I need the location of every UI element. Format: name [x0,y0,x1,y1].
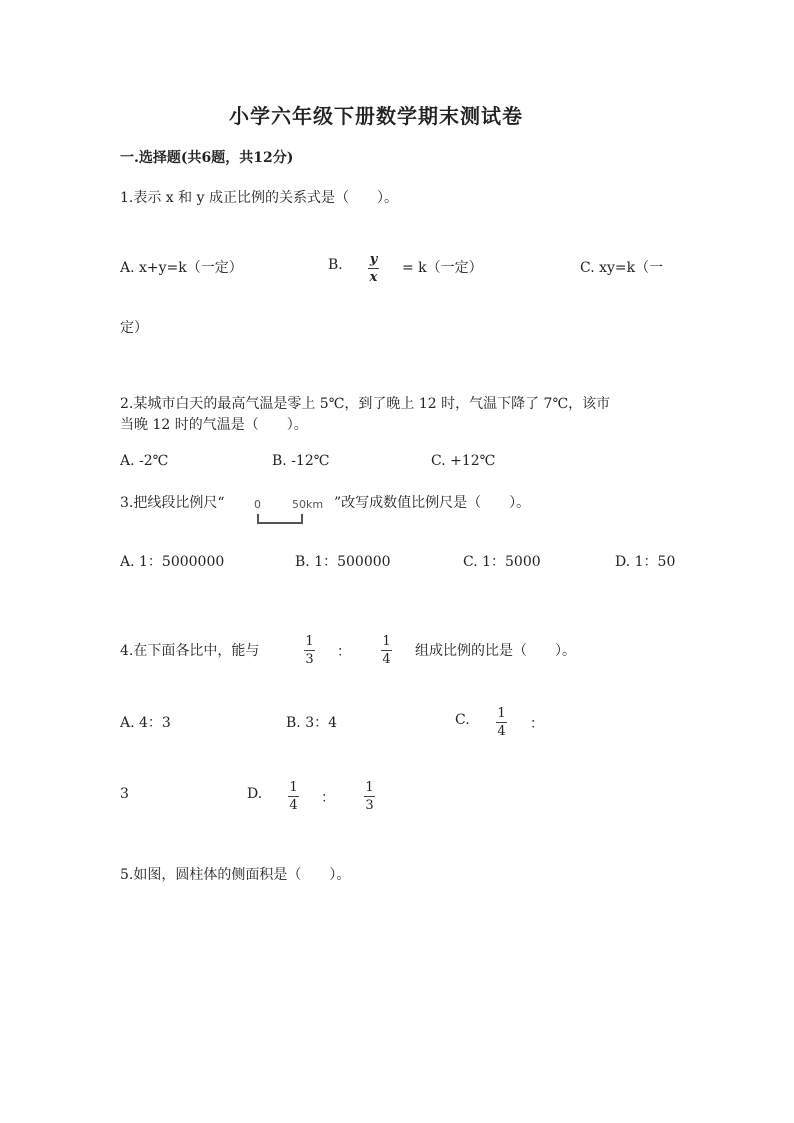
question-1-option-a: A. x+y=k（一定） [120,260,243,276]
fraction-denominator: 4 [382,652,391,667]
ratio-colon: ： [530,716,544,732]
question-4-option-c-continued: 3 [120,786,129,802]
fraction-numerator: 1 [497,706,506,721]
fraction-bar [496,722,507,723]
question-2-stem-line-2: 当晚 12 时的气温是（ ）。 [120,417,308,433]
fraction-bar [381,650,392,651]
question-4-option-d-fraction-one-fourth [288,780,299,813]
section-heading: 一.选择题(共6题，共12分) [120,150,294,166]
question-4-option-c-fraction [496,706,507,739]
fraction-bar [364,796,375,797]
question-4-stem-after: 组成比例的比是（ ）。 [415,643,576,659]
question-1-option-b-fraction [368,252,379,285]
question-1-option-c: C. xy=k（一 [580,260,664,276]
question-5-stem: 5.如图，圆柱体的侧面积是（ ）。 [120,867,351,883]
question-3-option-d: D. 1：50 [615,554,676,570]
question-4-option-b: B. 3：4 [286,715,338,731]
question-1-option-b-label: B. [328,257,343,273]
fraction-numerator: y [369,252,378,267]
scale-bar [257,514,303,524]
question-1-option-b-rest: = k（一定） [402,260,483,276]
fraction-numerator: 1 [365,780,374,795]
question-4-option-c-label: C. [455,712,470,728]
fraction-denominator: 4 [497,724,506,739]
fraction-denominator: 3 [305,652,314,667]
fraction-numerator: 1 [382,634,391,649]
line-scale-figure [246,494,332,530]
question-2-stem-line-1: 2.某城市白天的最高气温是零上 5℃，到了晚上 12 时，气温下降了 7℃，该市 [120,396,611,412]
question-1-option-c-continued: 定） [120,320,148,336]
fraction-numerator: 1 [305,634,314,649]
question-1-stem: 1.表示 x 和 y 成正比例的关系式是（ ）。 [120,190,398,206]
fraction-denominator: 3 [365,798,374,813]
scale-distance-label: 50km [292,498,324,511]
question-4-option-d-label: D. [247,786,263,802]
page-title: 小学六年级下册数学期末测试卷 [229,104,523,128]
fraction-denominator: 4 [289,798,298,813]
fraction-bar [304,650,315,651]
question-4-option-a: A. 4：3 [120,715,171,731]
question-3-option-b: B. 1：500000 [295,554,391,570]
ratio-colon: ： [337,644,351,660]
fraction-bar [288,796,299,797]
question-3-stem-before: 3.把线段比例尺“ [120,495,225,511]
question-2-option-c: C. +12℃ [431,453,496,469]
question-4-option-d-fraction-one-third [364,780,375,813]
ratio-colon: ： [321,790,335,806]
fraction-bar [368,268,379,269]
question-2-option-a: A. -2℃ [120,453,169,469]
question-4-fraction-one-third [304,634,315,667]
fraction-numerator: 1 [289,780,298,795]
question-3-option-c: C. 1：5000 [463,554,541,570]
question-2-option-b: B. -12℃ [272,453,330,469]
scale-zero-label: 0 [254,498,261,511]
fraction-denominator: x [369,270,378,285]
question-3-option-a: A. 1：5000000 [120,554,225,570]
question-4-fraction-one-fourth [381,634,392,667]
question-4-stem-before: 4.在下面各比中，能与 [120,643,260,659]
question-3-stem-after: ”改写成数值比例尺是（ ）。 [334,495,531,511]
